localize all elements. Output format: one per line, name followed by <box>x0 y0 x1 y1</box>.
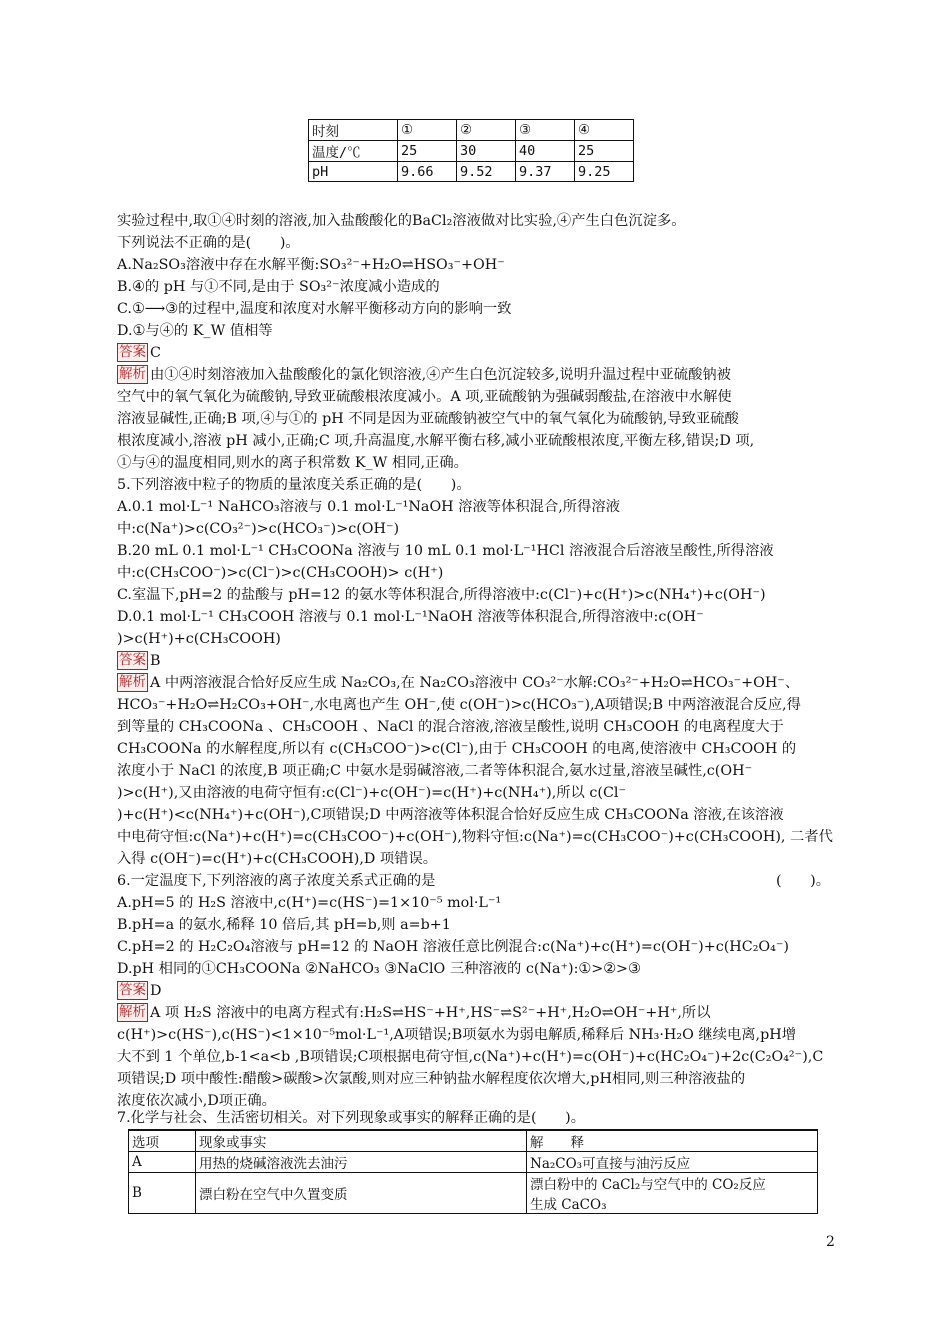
table-cell: 9.52 <box>457 162 516 182</box>
table-cell: 9.66 <box>398 162 457 182</box>
table-header-cell: 解 释 <box>527 1130 818 1152</box>
option-a-cont: 中:c(Na⁺)>c(CO₃²⁻)>c(HCO₃⁻)>c(OH⁻) <box>117 521 400 537</box>
analysis-text: c(H⁺)>c(HS⁻),c(HS⁻)<1×10⁻⁵mol·L⁻¹,A项错误;B项氨水为弱电解质,稀释后 NH₃·H₂O 继续电离,pH增 <box>117 1027 797 1043</box>
question-stem: 5.下列溶液中粒子的物质的量浓度关系正确的是( )。 <box>117 477 471 493</box>
page-number: 2 <box>826 1234 835 1250</box>
question-stem: 下列说法不正确的是( )。 <box>117 235 300 251</box>
table-cell: 25 <box>575 141 634 162</box>
option-a: A.Na₂SO₃溶液中存在水解平衡:SO₃²⁻+H₂O⇌HSO₃⁻+OH⁻ <box>117 257 505 273</box>
answer-line <box>117 342 161 364</box>
table-cell: Na₂CO₃可直接与油污反应 <box>527 1152 818 1173</box>
explanation-table <box>128 1129 818 1214</box>
table-cell: ③ <box>516 120 575 141</box>
data-table <box>308 119 634 182</box>
analysis-text: 到等量的 CH₃COONa 、CH₃COOH 、NaCl 的混合溶液,溶液呈酸性,说明 CH₃COOH 的电离程度大于 <box>117 719 784 735</box>
table-header-cell: 选项 <box>129 1130 196 1152</box>
answer-tag: 答案 <box>119 344 146 360</box>
analysis-line <box>117 364 731 386</box>
answer-tag: 答案 <box>119 652 146 668</box>
table-row <box>129 1173 818 1214</box>
analysis-text: )>c(H⁺),又由溶液的电荷守恒有:c(Cl⁻)+c(OH⁻)=c(H⁺)+c(NH₄⁺),所以 c(Cl⁻ <box>117 785 627 801</box>
table-cell: 9.25 <box>575 162 634 182</box>
answer-paren: ( )。 <box>776 873 831 889</box>
analysis-text: 浓度依次减小,D项正确。 <box>117 1093 276 1109</box>
option-b: B.④的 pH 与①不同,是由于 SO₃²⁻浓度减小造成的 <box>117 279 440 295</box>
analysis-text: 空气中的氧气氧化为硫酸钠,导致亚硫酸根浓度减小。A 项,亚硫酸钠为强碱弱酸盐,在溶液中水解使 <box>117 389 732 405</box>
option-a: A.pH=5 的 H₂S 溶液中,c(H⁺)=c(HS⁻)=1×10⁻⁵ mol·L⁻¹ <box>117 895 502 911</box>
table-cell: pH <box>309 162 398 182</box>
option-c: C.①⟶③的过程中,温度和浓度对水解平衡移动方向的影响一致 <box>117 301 512 317</box>
question-stem: 6.一定温度下,下列溶液的离子浓度关系式正确的是 <box>117 873 436 889</box>
table-cell: 40 <box>516 141 575 162</box>
option-b: B.pH=a 的氨水,稀释 10 倍后,其 pH=b,则 a=b+1 <box>117 917 451 933</box>
analysis-text: ①与④的温度相同,则水的离子积常数 K_W 相同,正确。 <box>117 455 468 471</box>
table-header-cell: 现象或事实 <box>196 1130 527 1152</box>
answer-value: C <box>150 345 161 361</box>
analysis-text: 项错误;D 项中酸性:醋酸>碳酸>次氯酸,则对应三种钠盐水解程度依次增大,pH相同,则三种溶液盐的 <box>117 1071 746 1087</box>
table-cell: 温度/℃ <box>309 141 398 162</box>
table-cell-line: 生成 CaCO₃ <box>530 1197 607 1213</box>
option-b-cont: 中:c(CH₃COO⁻)>c(Cl⁻)>c(CH₃COOH)> c(H⁺) <box>117 565 444 581</box>
answer-line <box>117 650 161 672</box>
option-d: D.0.1 mol·L⁻¹ CH₃COOH 溶液与 0.1 mol·L⁻¹NaOH 溶液等体积混合,所得溶液中:c(OH⁻ <box>117 609 704 625</box>
answer-value: B <box>150 653 161 669</box>
analysis-text: 溶液显碱性,正确;B 项,④与①的 pH 不同是因为亚硫酸钠被空气中的氧气氧化为硫酸钠,导致亚硫酸 <box>117 411 739 427</box>
option-d: D.pH 相同的①CH₃COONa ②NaHCO₃ ③NaClO 三种溶液的 c(Na⁺):①>②>③ <box>117 961 641 977</box>
table-cell: A <box>129 1152 196 1173</box>
option-a: A.0.1 mol·L⁻¹ NaHCO₃溶液与 0.1 mol·L⁻¹NaOH 溶液等体积混合,所得溶液 <box>117 499 620 515</box>
analysis-tag: 解析 <box>119 366 146 382</box>
analysis-tag: 解析 <box>119 674 146 690</box>
analysis-text: 浓度小于 NaCl 的浓度,B 项正确;C 中氨水是弱碱溶液,二者等体积混合,氨水过量,溶液呈碱性,c(OH⁻ <box>117 763 753 779</box>
analysis-tag: 解析 <box>119 1004 146 1020</box>
analysis-line <box>117 1002 711 1024</box>
table-row <box>309 141 634 162</box>
table-header-row <box>129 1130 818 1152</box>
analysis-text: A 中两溶液混合恰好反应生成 Na₂CO₃,在 Na₂CO₃溶液中 CO₃²⁻水解:CO₃²⁻+H₂O⇌HCO₃⁻+OH⁻、 <box>150 675 800 691</box>
table-cell: ① <box>398 120 457 141</box>
analysis-text: 入得 c(OH⁻)=c(H⁺)+c(CH₃COOH),D 项错误。 <box>117 851 438 867</box>
answer-tag: 答案 <box>119 982 146 998</box>
table-cell <box>527 1173 818 1214</box>
table-cell: 用热的烧碱溶液洗去油污 <box>196 1152 527 1173</box>
table-cell: 25 <box>398 141 457 162</box>
table-cell-line: 漂白粉中的 CaCl₂与空气中的 CO₂反应 <box>530 1177 766 1193</box>
option-c: C.室温下,pH=2 的盐酸与 pH=12 的氨水等体积混合,所得溶液中:c(Cl⁻)+c(H⁺)>c(NH₄⁺)+c(OH⁻) <box>117 587 766 603</box>
answer-value: D <box>150 983 162 999</box>
option-d: D.①与④的 K_W 值相等 <box>117 323 273 339</box>
option-b: B.20 mL 0.1 mol·L⁻¹ CH₃COONa 溶液与 10 mL 0.1 mol·L⁻¹HCl 溶液混合后溶液呈酸性,所得溶液 <box>117 543 774 559</box>
table-row <box>309 162 634 182</box>
analysis-text: CH₃COONa 的水解程度,所以有 c(CH₃COO⁻)>c(Cl⁻),由于 CH₃COOH 的电离,使溶液中 CH₃COOH 的 <box>117 741 797 757</box>
analysis-text: 由①④时刻溶液加入盐酸酸化的氯化钡溶液,④产生白色沉淀较多,说明升温过程中亚硫酸钠被 <box>150 367 731 383</box>
analysis-text: )+c(H⁺)<c(NH₄⁺)+c(OH⁻),C项错误;D 中两溶液等体积混合恰好反应生成 CH₃COONa 溶液,在该溶液 <box>117 807 784 823</box>
table-cell: 9.37 <box>516 162 575 182</box>
table-cell: 时刻 <box>309 120 398 141</box>
table-row <box>129 1152 818 1173</box>
analysis-text: 中电荷守恒:c(Na⁺)+c(H⁺)=c(CH₃COO⁻)+c(OH⁻),物料守恒:c(Na⁺)=c(CH₃COO⁻)+c(CH₃COOH), 二者代 <box>117 829 833 845</box>
table-cell: 漂白粉在空气中久置变质 <box>196 1173 527 1214</box>
table-cell: 30 <box>457 141 516 162</box>
option-d-cont: )>c(H⁺)+c(CH₃COOH) <box>117 631 281 647</box>
option-c: C.pH=2 的 H₂C₂O₄溶液与 pH=12 的 NaOH 溶液任意比例混合:c(Na⁺)+c(H⁺)=c(OH⁻)+c(HC₂O₄⁻) <box>117 939 790 955</box>
question-stem: 7.化学与社会、生活密切相关。对下列现象或事实的解释正确的是( )。 <box>117 1110 585 1126</box>
analysis-text: HCO₃⁻+H₂O⇌H₂CO₃+OH⁻,水电离也产生 OH⁻,使 c(OH⁻)>c(HCO₃⁻),A项错误;B 中两溶液混合反应,得 <box>117 697 801 713</box>
analysis-text: A 项 H₂S 溶液中的电离方程式有:H₂S⇌HS⁻+H⁺,HS⁻⇌S²⁻+H⁺,H₂O⇌OH⁻+H⁺,所以 <box>150 1005 711 1021</box>
text-line: 实验过程中,取①④时刻的溶液,加入盐酸酸化的BaCl₂溶液做对比实验,④产生白色沉淀多。 <box>117 213 686 229</box>
analysis-text: 根浓度减小,溶液 pH 减小,正确;C 项,升高温度,水解平衡右移,减小亚硫酸根浓度,平衡左移,错误;D 项, <box>117 433 755 449</box>
table-cell: B <box>129 1173 196 1214</box>
analysis-line <box>117 672 799 694</box>
table-row <box>309 120 634 141</box>
table-cell: ② <box>457 120 516 141</box>
table-cell: ④ <box>575 120 634 141</box>
answer-line <box>117 980 161 1002</box>
analysis-text: 大不到 1 个单位,b-1<a<b ,B项错误;C项根据电荷守恒,c(Na⁺)+c(H⁺)=c(OH⁻)+c(HC₂O₄⁻)+2c(C₂O₄²⁻),C <box>117 1049 824 1065</box>
